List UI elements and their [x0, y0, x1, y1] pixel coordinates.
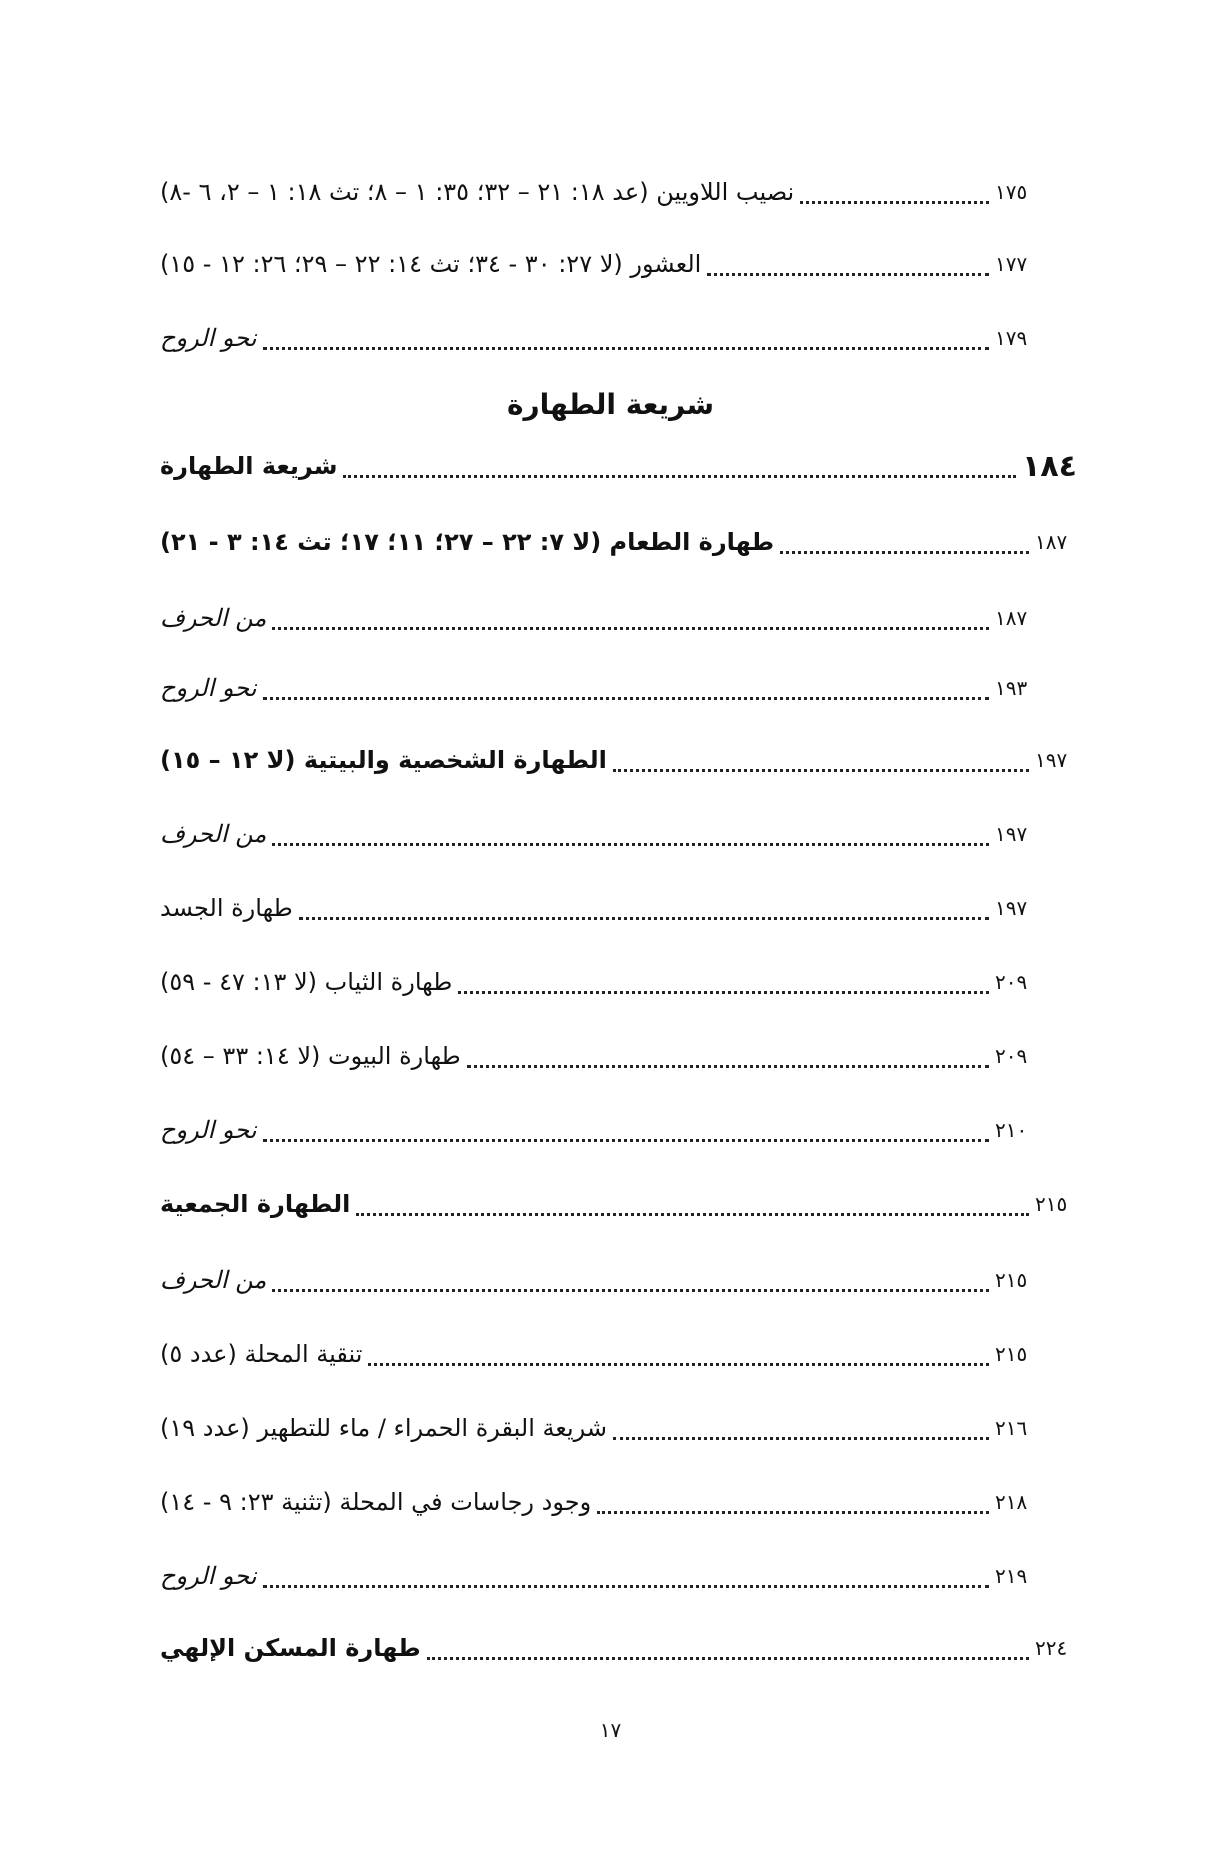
toc-entry-body-purity	[160, 886, 1037, 930]
dot-leader	[263, 345, 989, 350]
toc-entry-toward-spirit	[160, 1108, 1037, 1152]
toc-entry-clothes-purity	[160, 960, 1037, 1004]
toc-entry-title: نحو الروح	[160, 674, 257, 702]
toc-entry-page: ١٩٧	[995, 822, 1028, 846]
dot-leader	[613, 1435, 989, 1440]
toc-entry-red-heifer	[160, 1406, 1037, 1450]
toc-entry-page: ١٨٧	[1035, 530, 1068, 554]
toc-entry-title: العشور (لا ٢٧: ٣٠ - ٣٤؛ تث ١٤: ٢٢ – ٢٩؛ ٢٦: ١٢ - ١٥)	[160, 250, 702, 278]
toc-entry-title: نحو الروح	[160, 1562, 257, 1590]
toc-entry-title: من الحرف	[160, 604, 267, 632]
toc-entry-page: ٢٠٩	[995, 970, 1028, 994]
toc-entry-title: طهارة البيوت (لا ١٤: ٣٣ – ٥٤)	[160, 1042, 461, 1070]
toc-entry-title: نحو الروح	[160, 324, 257, 352]
toc-entry-toward-spirit	[160, 1554, 1037, 1598]
toc-entry-communal-purity	[160, 1182, 1077, 1226]
toc-entry-from-letter	[160, 1258, 1037, 1302]
toc-entry-from-letter	[160, 596, 1037, 640]
toc-entry-levites-portion	[160, 170, 1037, 214]
toc-entry-page: ٢١٠	[995, 1118, 1028, 1142]
toc-entry-camp-cleansing	[160, 1332, 1037, 1376]
dot-leader	[272, 625, 989, 630]
toc-entry-page: ٢١٥	[995, 1342, 1028, 1366]
toc-entry-page: ٢٠٩	[995, 1044, 1028, 1068]
dot-leader	[427, 1655, 1029, 1660]
toc-entry-title: طهارة الطعام (لا ٧: ٢٢ – ٢٧؛ ١١؛ ١٧؛ تث ١٤: ٣ - ٢١)	[160, 528, 775, 556]
section-heading: شريعة الطهارة	[506, 388, 715, 421]
dot-leader	[272, 841, 989, 846]
toc-entry-title: نحو الروح	[160, 1116, 257, 1144]
toc-entry-camp-abominations	[160, 1480, 1037, 1524]
toc-entry-purity-law	[160, 444, 1077, 488]
toc-entry-page: ٢١٥	[995, 1268, 1028, 1292]
toc-entry-toward-spirit	[160, 666, 1037, 710]
dot-leader	[299, 915, 989, 920]
toc-entry-page: ١٨٤	[1022, 448, 1077, 484]
toc-entry-page: ٢٢٤	[1035, 1636, 1068, 1660]
toc-entry-title: شريعة البقرة الحمراء / ماء للتطهير (عدد ١٩)	[160, 1414, 607, 1442]
dot-leader	[613, 767, 1029, 772]
dot-leader	[458, 989, 989, 994]
toc-entry-page: ١٩٧	[1035, 748, 1068, 772]
toc-entry-title: شريعة الطهارة	[160, 452, 338, 480]
toc-entry-page: ٢١٨	[995, 1490, 1028, 1514]
toc-entry-title: الطهارة الجمعية	[160, 1190, 351, 1218]
dot-leader	[707, 271, 989, 276]
page-number: ١٧	[599, 1718, 622, 1742]
toc-entry-page: ٢١٩	[995, 1564, 1028, 1588]
dot-leader	[272, 1287, 989, 1292]
toc-entry-title: من الحرف	[160, 820, 267, 848]
toc-entry-toward-spirit	[160, 316, 1037, 360]
toc-entry-divine-dwelling-purity	[160, 1626, 1077, 1670]
dot-leader	[368, 1361, 989, 1366]
dot-leader	[800, 199, 989, 204]
toc-entry-title: طهارة الجسد	[160, 894, 293, 922]
toc-entry-personal-home-purity	[160, 738, 1077, 782]
dot-leader	[780, 549, 1029, 554]
toc-entry-page: ١٩٣	[995, 676, 1028, 700]
toc-entry-title: وجود رجاسات في المحلة (تثنية ٢٣: ٩ - ١٤)	[160, 1488, 592, 1516]
toc-entry-title: من الحرف	[160, 1266, 267, 1294]
dot-leader	[467, 1063, 989, 1068]
toc-entry-tithes	[160, 242, 1037, 286]
toc-entry-page: ١٨٧	[995, 606, 1028, 630]
toc-entry-houses-purity	[160, 1034, 1037, 1078]
dot-leader	[263, 695, 989, 700]
toc-entry-food-purity	[160, 520, 1077, 564]
toc-entry-page: ٢١٥	[1035, 1192, 1068, 1216]
toc-entry-page: ٢١٦	[995, 1416, 1028, 1440]
toc-entry-title: طهارة المسكن الإلهي	[160, 1634, 421, 1662]
dot-leader	[263, 1137, 989, 1142]
dot-leader	[343, 473, 1016, 478]
toc-entry-page: ١٧٧	[995, 252, 1028, 276]
toc-entry-page: ١٧٩	[995, 326, 1028, 350]
toc-entry-title: تنقية المحلة (عدد ٥)	[160, 1340, 363, 1368]
dot-leader	[356, 1211, 1029, 1216]
dot-leader	[597, 1509, 989, 1514]
toc-entry-title: نصيب اللاويين (عد ١٨: ٢١ – ٣٢؛ ٣٥: ١ – ٨؛ تث ١٨: ١ – ٢، ٦ -٨)	[160, 178, 795, 206]
dot-leader	[263, 1583, 989, 1588]
toc-entry-page: ١٩٧	[995, 896, 1028, 920]
toc-entry-page: ١٧٥	[995, 180, 1028, 204]
toc-entry-from-letter	[160, 812, 1037, 856]
toc-entry-title: طهارة الثياب (لا ١٣: ٤٧ - ٥٩)	[160, 968, 453, 996]
toc-entry-title: الطهارة الشخصية والبيتية (لا ١٢ – ١٥)	[160, 746, 607, 774]
